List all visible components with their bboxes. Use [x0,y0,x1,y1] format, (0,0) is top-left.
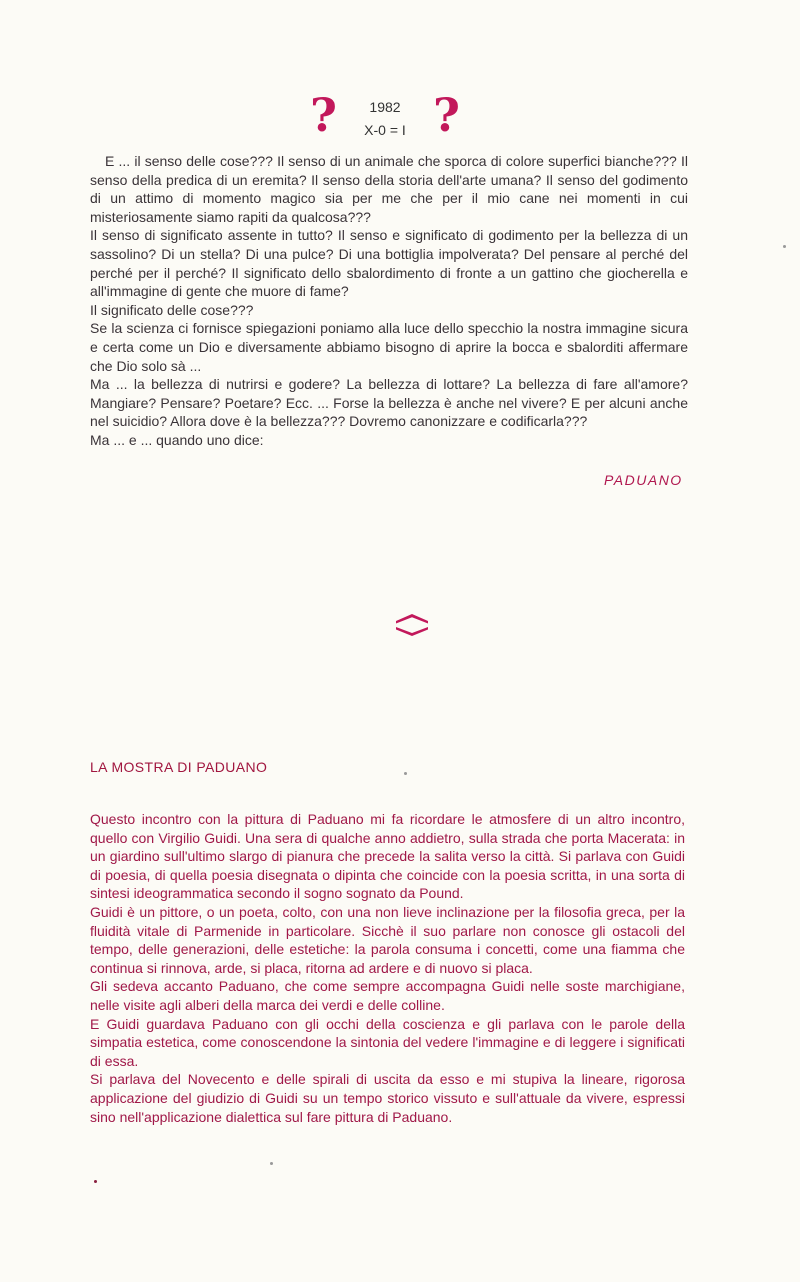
question-mark-left: ? [310,88,337,142]
article-paragraph: Questo incontro con la pittura di Paduano mi fa ricordare le atmosfere di un altro incontro, quello con Virgilio Guidi. Una sera di qualche anno addietro, sulla strada che porta Macerata: in un giardino sull'ultimo slargo di pianura che precede la salita verso la città. Si parlava con Guidi di poesia, di quella poesia disegnata o dipinta che coincide con la poesia scritta, in una sorta di sintesi ideogrammatica secondo il sogno sognato da Pound. [90,811,685,902]
question-mark-right: ? [433,88,460,142]
ink-speck [404,772,407,775]
poem-paragraph: Ma ... la bellezza di nutrirsi e godere? La bellezza di lottare? La bellezza di fare all'amore? Mangiare? Pensare? Poetare? Ecc. ... Forse la bellezza è anche nel vivere? E per alcuni anche nel suicidio? Allora dove è la bellezza??? Dovremo canonizzare e codificarla??? [90,376,688,430]
poem-text [90,152,688,450]
poem-paragraph: E ... il senso delle cose??? Il senso di un animale che sporca di colore superfici bianche??? Il senso della predica di un eremita? Il senso della storia dell'arte umana? Il senso del godimento di un attimo di momento magico sia per me che per il mio cane nei momenti in cui misteriosamente siamo rapiti da qualcosa??? [90,153,688,225]
article-paragraph: Guidi è un pittore, o un poeta, colto, con una non lieve inclinazione per la filosofia greca, per la fluidità vitale di Parmenide in particolare. Sicchè il suo parlare non conosce gli ostacoli del tempo, delle generazioni, delle estetiche: la parola consuma i concetti, come una fiamma che continua si rinnova, arde, si placa, ritorna ad ardere e di nuovo si placa. [90,903,685,976]
article-paragraph: E Guidi guardava Paduano con gli occhi della coscienza e gli parlava con le parole della simpatia estetica, come conoscendone la sintonia del vedere l'immagine e di leggere i significati di essa. [90,1015,685,1069]
poem-paragraph: Il significato delle cose??? [90,301,254,318]
header-formula: X-0 = I [364,122,406,138]
header-year: 1982 [369,99,401,115]
poem-paragraph: Se la scienza ci fornisce spiegazioni poniamo alla luce dello specchio la nostra immagine sicura e certa come un Dio e diversamente abbiamo bisogno di aprire la bocca e sbalorditi affermare che Dio solo sà ... [90,320,688,374]
ink-speck [270,1162,273,1165]
section-title: LA MOSTRA DI PADUANO [90,759,268,775]
poem-paragraph: Ma ... e ... quando uno dice: [90,431,264,448]
article-paragraph: Gli sedeva accanto Paduano, che come sempre accompagna Guidi nelle soste marchigiane, nelle visite agli alberi della marca dei verdi e delle colline. [90,978,685,1013]
article-paragraph: Si parlava del Novecento e delle spirali di uscita da esso e mi stupiva la lineare, rigorosa applicazione del giudizio di Guidi su un tempo storico vissuto e sull'attuale da vivere, espressi sino nell'applicazione dialettica sul fare pittura di Paduano. [90,1071,685,1125]
poem-paragraph: Il senso di significato assente in tutto? Il senso e significato di godimento per la bellezza di un sassolino? Di un stella? Di una pulce? Di una bottiglia impolverata? Del pensare al perché del perché per il perché? Il significato dello sbalordimento di fronte a un gattino che giocherella e all'immagine di gente che muore di fame? [90,227,688,300]
ink-speck [783,245,786,248]
article-text [90,810,685,1126]
ink-speck [94,1180,97,1183]
signature-paduano: PADUANO [604,472,683,488]
sideways-brace-icon [394,612,430,638]
